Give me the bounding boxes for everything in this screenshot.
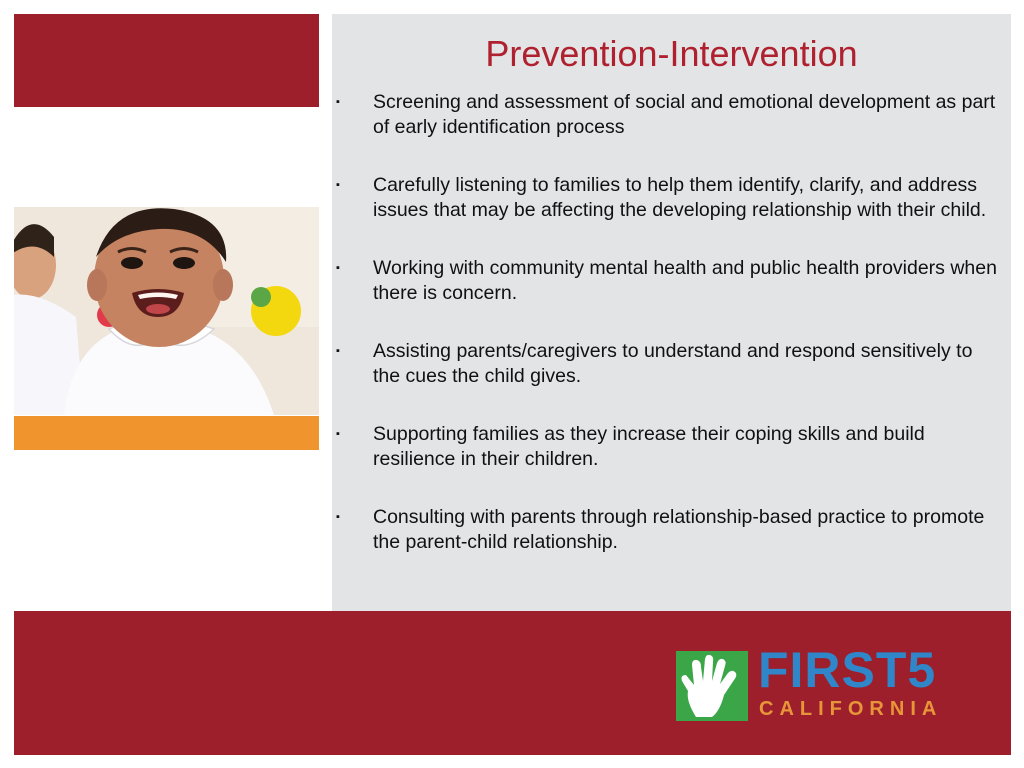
bullet-marker-icon: ▪ (336, 345, 340, 357)
logo-subtitle: CALIFORNIA (759, 698, 943, 720)
bullet-text: Screening and assessment of social and emotional development as part of early identification process (373, 91, 996, 138)
first5-logo (676, 642, 976, 724)
hand-icon (676, 651, 748, 721)
bullet-marker-icon: ▪ (336, 428, 340, 440)
bullet-item (332, 256, 1011, 306)
slide-title: Prevention-Intervention (485, 33, 858, 74)
bullet-item (332, 173, 1011, 223)
bullet-item (332, 505, 1011, 555)
bullet-item (332, 90, 1011, 140)
bottom-band (14, 611, 1011, 755)
bullet-text: Consulting with parents through relationship-based practice to promote the parent-child relationship. (373, 506, 985, 553)
bullet-item (332, 339, 1011, 389)
top-red-block (14, 14, 319, 107)
bullet-text: Carefully listening to families to help them identify, clarify, and address issues that may be affecting the developing relationship with their child. (373, 174, 987, 221)
orange-strip (14, 416, 319, 450)
hand-icon-shape (676, 651, 748, 721)
logo-word: FIRST5 (758, 642, 937, 698)
bullet-text: Assisting parents/caregivers to understand and respond sensitively to the cues the child gives. (373, 340, 973, 387)
bullet-marker-icon: ▪ (336, 179, 340, 191)
bullet-marker-icon: ▪ (336, 262, 340, 274)
bullet-marker-icon: ▪ (336, 96, 340, 108)
bullet-marker-icon: ▪ (336, 511, 340, 523)
baby-photo (14, 207, 319, 415)
bullet-item (332, 422, 1011, 472)
content-panel (332, 14, 1011, 611)
bullet-text: Supporting families as they increase their coping skills and build resilience in their children. (373, 423, 925, 470)
baby-illustration (14, 207, 319, 415)
bullet-text: Working with community mental health and public health providers when there is concern. (373, 257, 997, 304)
bullet-list (332, 90, 1011, 588)
